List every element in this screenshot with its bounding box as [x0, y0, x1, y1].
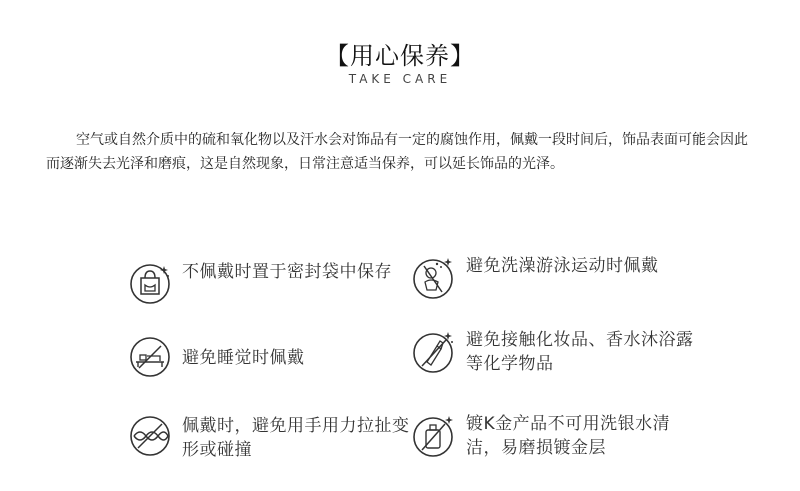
tip-no-bathing — [410, 252, 700, 312]
tip-no-cosmetics — [410, 326, 700, 386]
tip-text: 避免接触化妆品、香水沐浴露等化学物品 — [466, 330, 694, 374]
tip-no-cleaning-liquid — [410, 410, 700, 470]
page-title: 【用心保养】 — [325, 42, 475, 70]
tip-text: 佩戴时，避免用手用力拉扯变形或碰撞 — [182, 416, 410, 460]
no-bathing-icon — [410, 252, 460, 302]
page-subtitle: TAKE CARE — [348, 72, 452, 86]
no-cosmetics-icon — [410, 326, 460, 376]
tip-text: 不佩戴时置于密封袋中保存 — [182, 262, 392, 282]
tip-text: 镀K金产品不可用洗银水清洁，易磨损镀金层 — [466, 414, 671, 458]
no-sleeping-icon — [126, 332, 176, 382]
tip-no-pulling — [126, 412, 416, 472]
no-cleaning-liquid-icon — [410, 410, 460, 460]
no-pulling-icon — [126, 412, 176, 462]
tip-text: 避免睡觉时佩戴 — [182, 348, 305, 368]
intro-paragraph: 空气或自然介质中的硫和氧化物以及汗水会对饰品有一定的腐蚀作用，佩戴一段时间后，饰品表面可能会因此而逐渐失去光泽和磨痕，这是自然现象，日常注意适当保养，可以延长饰品的光泽。 — [46, 132, 748, 172]
tip-storage — [126, 258, 416, 318]
tip-text: 避免洗澡游泳运动时佩戴 — [466, 256, 659, 276]
tip-no-sleeping — [126, 332, 416, 392]
storage-bag-icon — [126, 258, 176, 308]
